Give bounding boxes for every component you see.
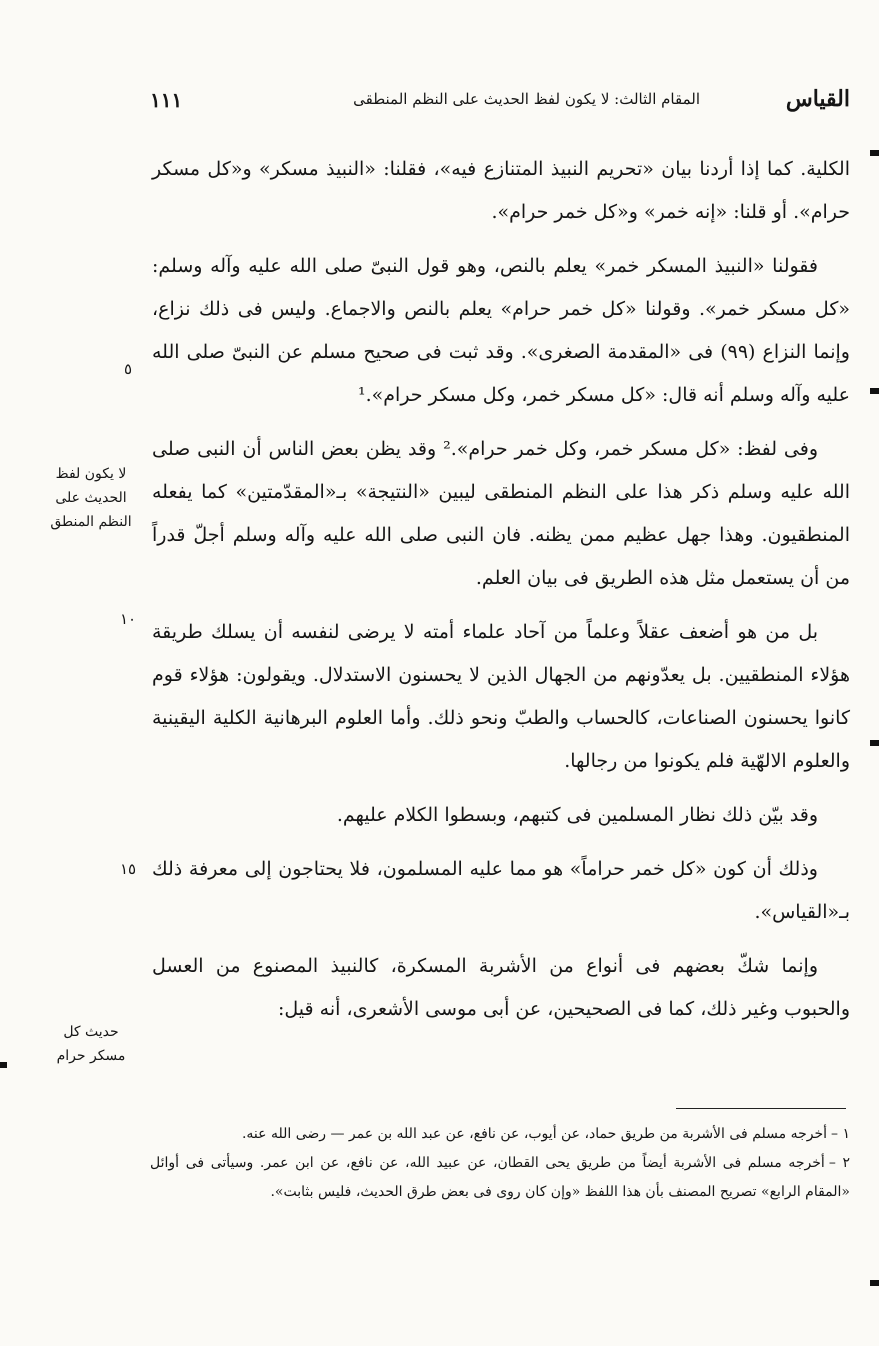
running-title: القياس [785, 86, 850, 112]
line-number-5: ٥ [123, 360, 133, 378]
footnote-2 [150, 1149, 850, 1207]
footnotes [150, 1120, 850, 1207]
paragraph-5: وقد بيّن ذلك نظار المسلمين فى كتبهم، وبسطوا الكلام عليهم. [336, 804, 818, 826]
line-number-15: ١٥ [119, 860, 137, 878]
page-number: ١١١ [150, 88, 183, 112]
page-header [150, 86, 850, 120]
paragraph-1: الكلية. كما إذا أردنا بيان «تحريم النبيذ المتنازع فيه»، فقلنا: «النبيذ مسكر» و«كل مسكر حرام». أو قلنا: «إنه خمر» و«كل خمر حرام». [152, 158, 850, 223]
edge-mark [870, 740, 879, 746]
edge-mark [870, 1280, 879, 1286]
footnote-number: ١ – [831, 1126, 850, 1142]
footnote-rule [676, 1108, 846, 1109]
margin-note-2: حديث كل مسكر حرام [56, 1024, 126, 1064]
section-title: المقام الثالث: لا يكون لفظ الحديث على النظم المنطقى [353, 90, 700, 108]
edge-mark [0, 1062, 7, 1068]
paragraph-4: بل من هو أضعف عقلاً وعلماً من آحاد علماء أمته لا يرضى لنفسه أن يسلك طريقة هؤلاء المنطقيين. بل يعدّونهم من الجهال الذين لا يحسنون الاستدلال. ويقولون: هؤلاء قوم كانوا يحسنون الصناعات، كالحساب والطبّ ونحو ذلك. وأما العلوم البرهانية الكلية اليقينية والعلوم الالهّية فلم يكونوا من رجالها. [152, 621, 850, 772]
main-text [152, 148, 850, 1042]
line-number-10: ١٠ [119, 610, 137, 628]
paragraph-6: وذلك أن كون «كل خمر حراماً» هو مما عليه المسلمون، فلا يحتاجون إلى معرفة ذلك بـ«القياس». [152, 858, 850, 923]
edge-mark [870, 150, 879, 156]
edge-mark [870, 388, 879, 394]
paragraph-3: وفى لفظ: «كل مسكر خمر، وكل خمر حرام».² وقد يظن بعض الناس أن النبى صلى الله عليه وسلم ذكر هذا على النظم المنطقى ليبين «النتيجة» بـ«المقدّمتين» كما يفعله المنطقيون. وهذا جهل عظيم ممن يظنه. فان النبى صلى الله عليه وآله وسلم أجلّ قدراً من أن يستعمل مثل هذه الطريق فى بيان العلم. [152, 438, 850, 589]
footnote-1 [150, 1120, 850, 1149]
footnote-text: أخرجه مسلم فى الأشربة أيضاً من طريق يحى القطان، عن عبيد الله، عن نافع، عن ابن عمر. وسيأتى فى أوائل «المقام الرابع» تصريح المصنف بأن هذا اللفظ «وإن كان روى فى بعض طرق الحديث، فليس بثابت». [150, 1155, 850, 1200]
paragraph-7: وإنما شكّ بعضهم فى أنواع من الأشربة المسكرة، كالنبيذ المصنوع من العسل والحبوب وغير ذلك، كما فى الصحيحين، عن أبى موسى الأشعرى، أنه قيل: [152, 955, 850, 1020]
paragraph-2: فقولنا «النبيذ المسكر خمر» يعلم بالنص، وهو قول النبىّ صلى الله عليه وآله وسلم: «كل مسكر خمر». وقولنا «كل خمر حرام» يعلم بالنص والاجماع. وليس فى ذلك نزاع، وإنما النزاع (٩٩) فى «المقدمة الصغرى». وقد ثبت فى صحيح مسلم عن النبىّ صلى الله عليه وآله وسلم أنه قال: «كل مسكر خمر، وكل مسكر حرام».¹ [152, 255, 850, 406]
footnote-number: ٢ – [828, 1155, 851, 1171]
margin-note-1: لا يكون لفظ الحديث على النظم المنطق [50, 466, 132, 530]
footnote-text: أخرجه مسلم فى الأشربة من طريق حماد، عن أيوب، عن نافع، عن عبد الله بن عمر — رضى الله عنه. [241, 1126, 828, 1142]
